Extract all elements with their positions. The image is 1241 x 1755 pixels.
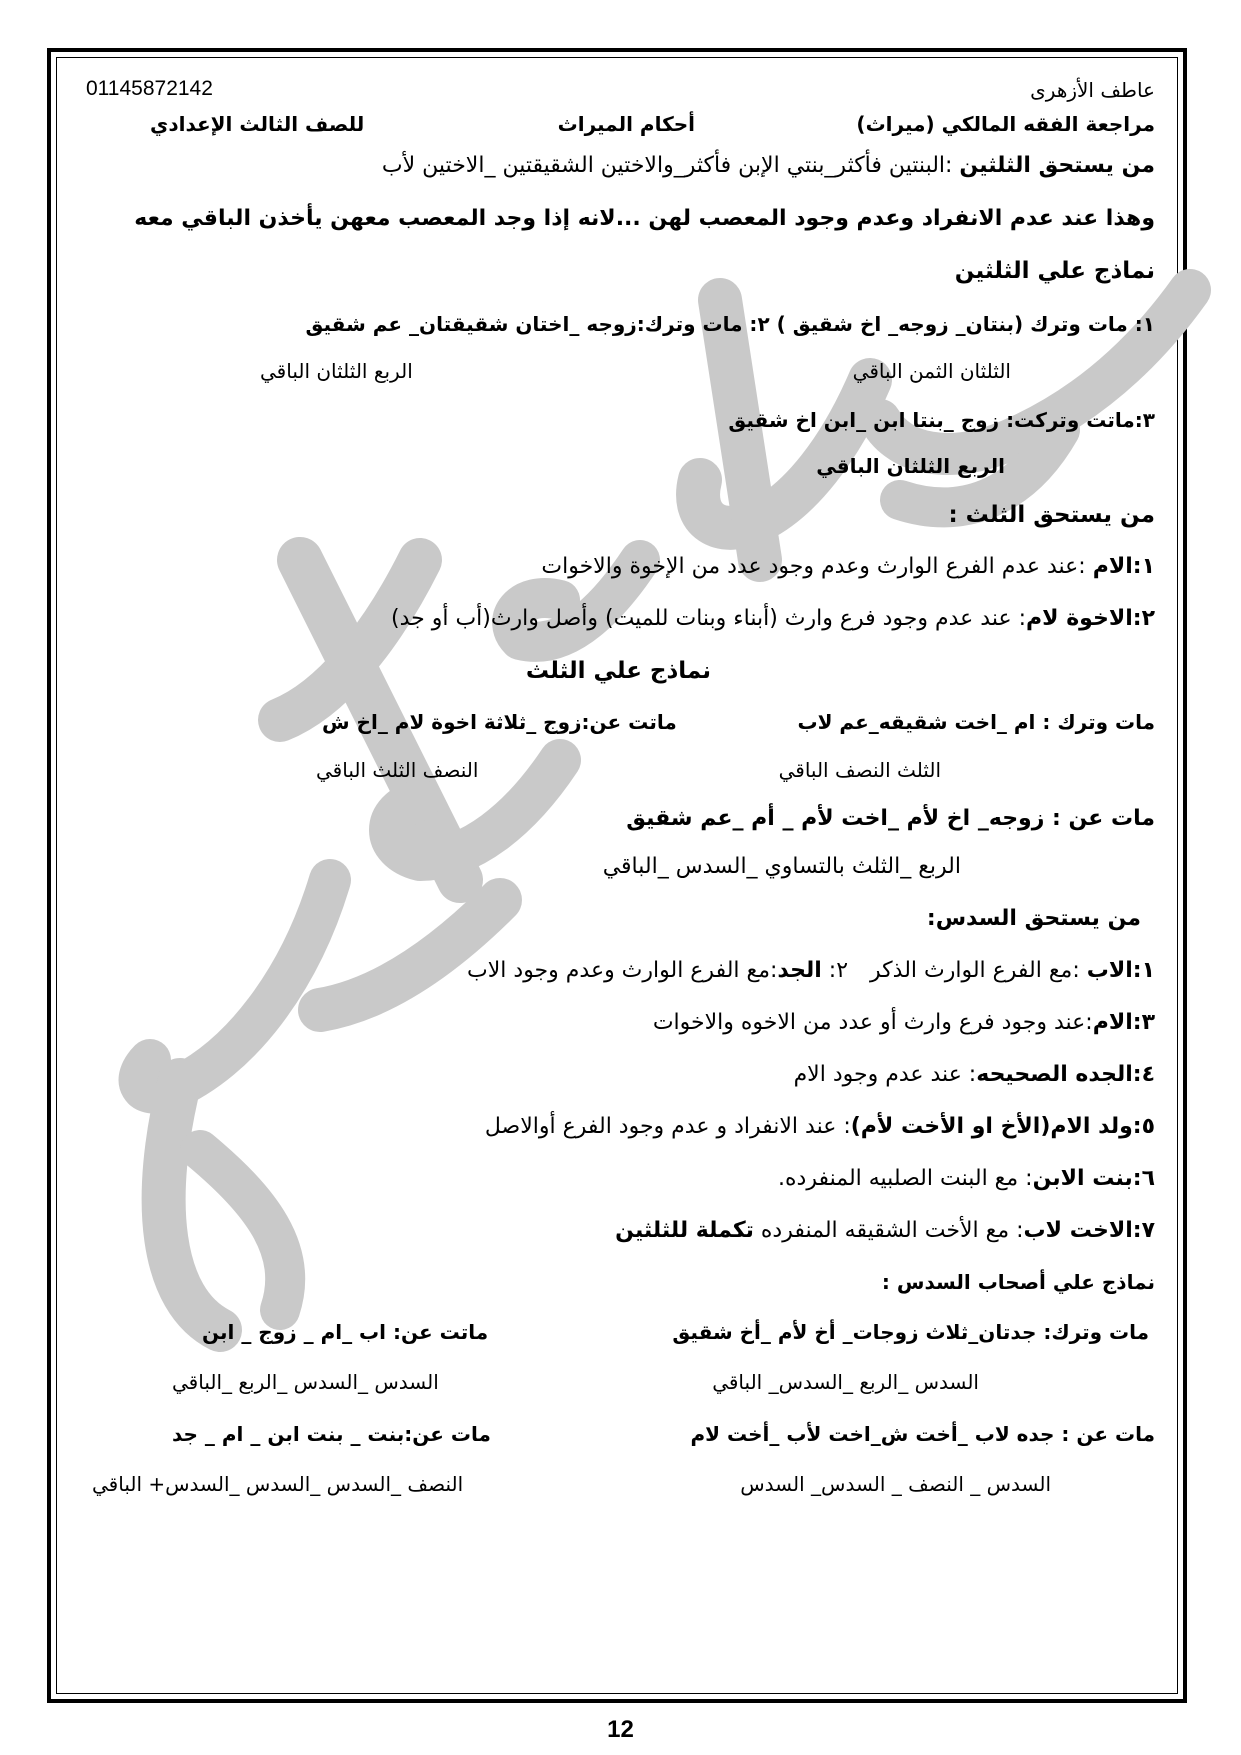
item-tail: تكملة للثلثين: [615, 1218, 754, 1243]
one-sixth-item-3: [653, 1012, 1155, 1034]
two-thirds-example-3: ٣:ماتت وتركت: زوج _بنتا ابن _ابن اخ شقيق: [728, 408, 1155, 432]
two-thirds-definition: [382, 155, 1155, 177]
item-label: ٦:بنت الابن: [1032, 1166, 1155, 1191]
one-third-answer-2: النصف الثلث الباقي: [316, 758, 479, 782]
header-grade: للصف الثالث الإعدادي: [150, 112, 365, 136]
item-text: : عند الانفراد و عدم وجود الفرع أوالاصل: [484, 1114, 851, 1139]
section-label: من يستحق الثلثين: [959, 153, 1155, 178]
one-third-answer-1: الثلث النصف الباقي: [778, 758, 941, 782]
item-label: ١:الام: [1092, 554, 1155, 579]
two-thirds-examples-1-2: ١: مات وترك (بنتان_ زوجه_ اخ شقيق ) ٢: مات وترك:زوجه _اختان شقيقتان_ عم شقيق: [305, 312, 1155, 336]
one-sixth-example-1: مات وترك: جدتان_ثلاث زوجات_ أخ لأم _أخ شقيق: [672, 1320, 1149, 1344]
one-sixth-item-4: [794, 1064, 1155, 1086]
one-sixth-example-2: ماتت عن: اب _ام _ زوج _ ابن: [202, 1320, 489, 1344]
item-prefix: ٢:: [821, 958, 849, 983]
phone-number: 01145872142: [86, 77, 213, 100]
item-text: :عند وجود فرع وارث أو عدد من الاخوه والاخوات: [652, 1010, 1093, 1035]
item-label: ٢:الاخوة لام: [1026, 606, 1155, 631]
one-third-examples-title: نماذج علي الثلث: [525, 658, 711, 684]
one-third-title: من يستحق الثلث :: [948, 502, 1155, 528]
one-sixth-answer-1: السدس _الربع _السدس_ الباقي: [712, 1370, 979, 1394]
page-number: 12: [607, 1716, 634, 1743]
item-label: ٣:الام: [1092, 1010, 1155, 1035]
one-sixth-examples-title: نماذج علي أصحاب السدس :: [881, 1270, 1155, 1294]
definition-text: :البنتين فأكثر_بنتي الإبن فأكثر_والاختين الشقيقتين _الاختين لأب: [381, 153, 960, 178]
one-sixth-item-5: [485, 1116, 1155, 1138]
one-sixth-answer-4: النصف _السدس _السدس _السدس+ الباقي: [92, 1472, 464, 1496]
one-third-item-1: [541, 556, 1155, 578]
one-third-example-2: ماتت عن:زوج _ثلاثة اخوة لام _اخ ش: [322, 710, 677, 734]
item-label: ٤:الجده الصحيحه: [976, 1062, 1155, 1087]
item-text: : مع البنت الصلبيه المنفرده.: [778, 1166, 1033, 1191]
one-third-item-2: [391, 608, 1155, 630]
one-sixth-answer-2: السدس _السدس _الربع _الباقي: [172, 1370, 439, 1394]
two-thirds-answer-3: الربع الثلثان الباقي: [816, 454, 1005, 478]
item-text: : مع الأخت الشقيقه المنفرده: [753, 1218, 1024, 1243]
one-sixth-example-4: مات عن:بنت _ بنت ابن _ ام _ جد: [172, 1422, 491, 1446]
item-label: ٥:ولد الام(الأخ او الأخت لأم): [850, 1114, 1155, 1139]
two-thirds-answer-2: الربع الثلثان الباقي: [260, 359, 413, 383]
item-label: الجد: [777, 958, 822, 983]
one-sixth-item-6: [778, 1168, 1155, 1190]
one-sixth-answer-3: السدس _ النصف _ السدس_ السدس: [740, 1472, 1051, 1496]
header-topic: أحكام الميراث: [557, 112, 695, 136]
header-subject: مراجعة الفقه المالكي (ميراث): [856, 112, 1155, 136]
item-text: : عند عدم وجود فرع وارث (أبناء وبنات للميت) وأصل وارث(أب أو جد): [390, 606, 1027, 631]
one-third-answer-3: الربع _الثلث بالتساوي _السدس _الباقي: [602, 854, 961, 879]
two-thirds-note: وهذا عند عدم الانفراد وعدم وجود المعصب لهن ...لانه إذا وجد المعصب معهن يأخذن الباقي معه: [134, 206, 1155, 231]
one-sixth-item-7: [615, 1220, 1155, 1242]
one-sixth-title: من يستحق السدس:: [926, 906, 1141, 931]
two-thirds-answer-1: الثلثان الثمن الباقي: [852, 359, 1011, 383]
item-label: ١:الاب: [1086, 958, 1155, 983]
one-third-example-1: مات وترك : ام _اخت شقيقه_عم لاب: [797, 710, 1155, 734]
item-label: ٧:الاخت لاب: [1023, 1218, 1155, 1243]
item-text: :عند عدم الفرع الوارث وعدم وجود عدد من الإخوة والاخوات: [541, 554, 1093, 579]
two-thirds-examples-title: نماذج علي الثلثين: [954, 258, 1155, 284]
item-text: :مع الفرع الوارث الذكر: [870, 958, 1087, 983]
item-text: : عند عدم وجود الام: [793, 1062, 977, 1087]
one-third-example-3: مات عن : زوجه_ اخ لأم _اخت لأم _ أم _عم شقيق: [626, 806, 1155, 831]
author-name: عاطف الأزهرى: [1030, 78, 1155, 102]
one-sixth-example-3: مات عن : جده لاب _أخت ش_اخت لأب _أخت لام: [690, 1422, 1155, 1446]
item-text: :مع الفرع الوارث وعدم وجود الاب: [467, 958, 778, 983]
one-sixth-item-1-2: [467, 960, 1155, 982]
